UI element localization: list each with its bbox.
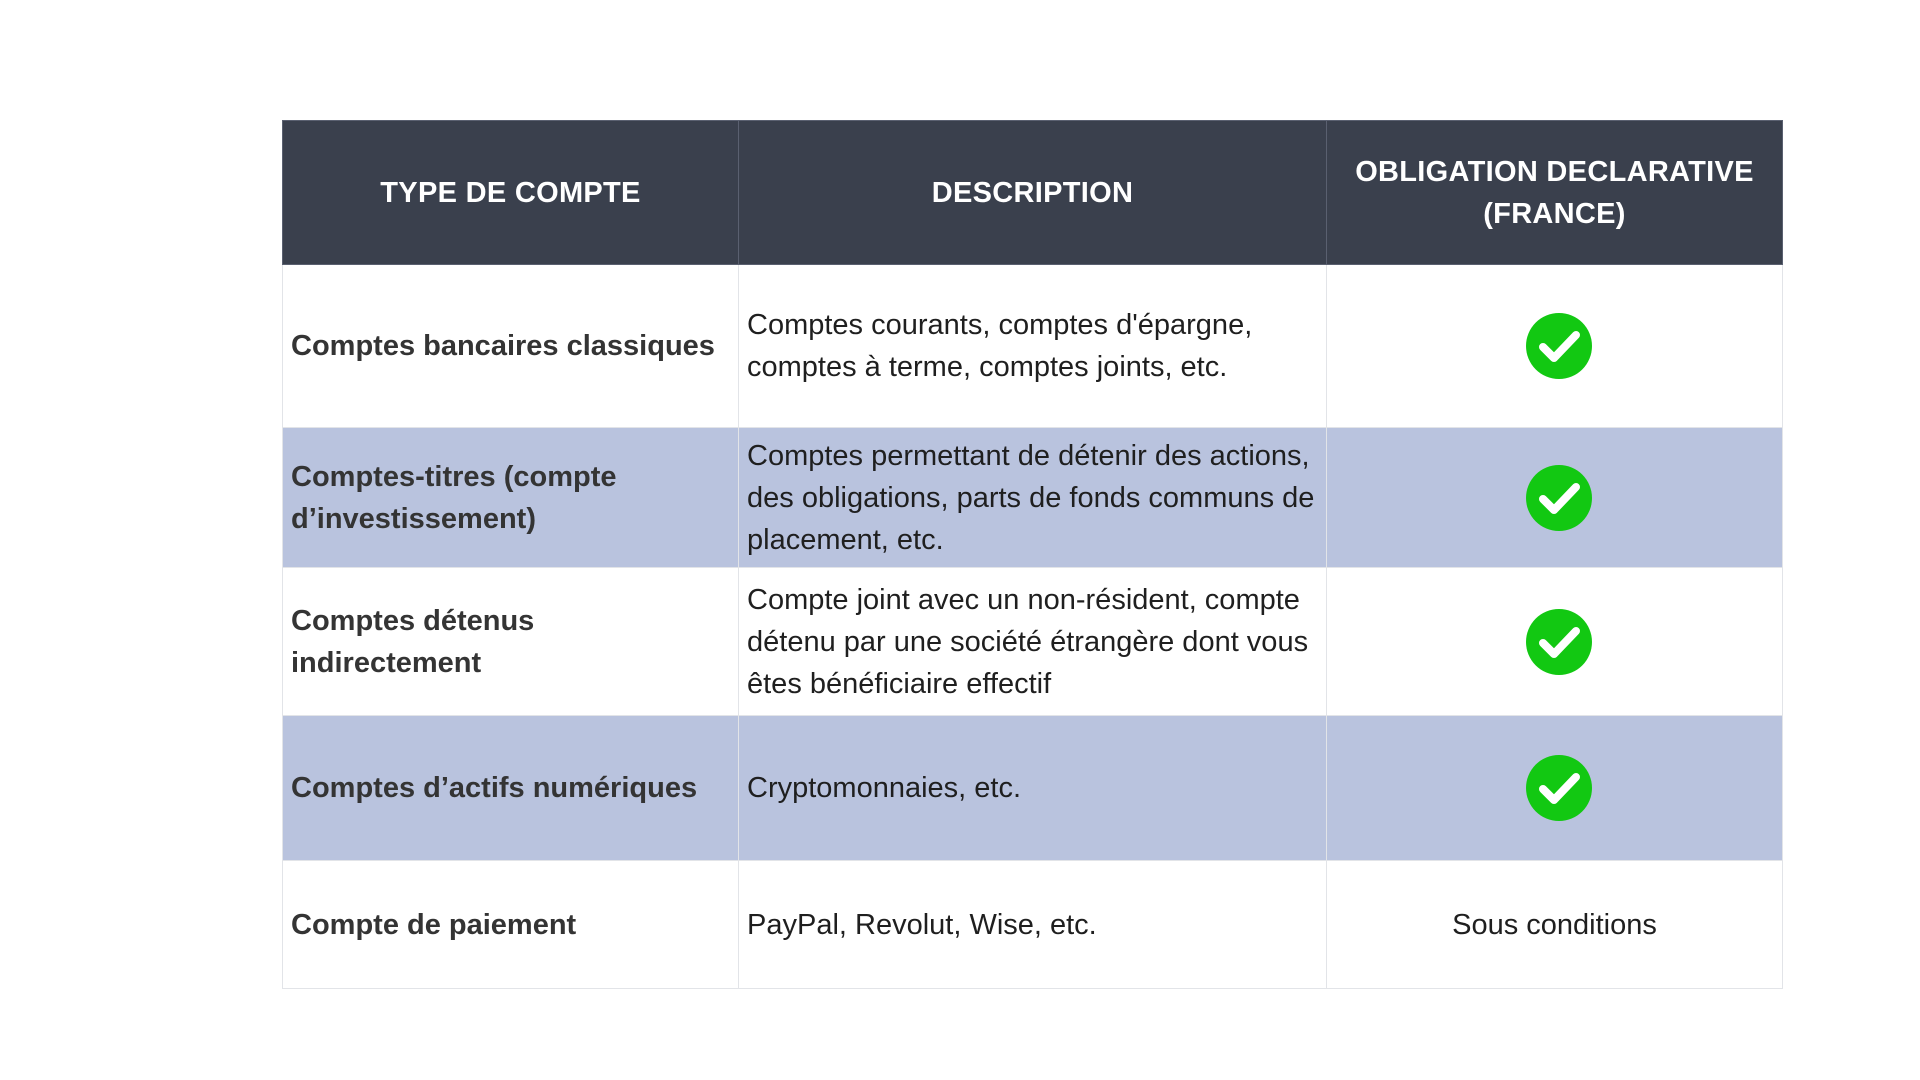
cell-description: Comptes permettant de détenir des actions, des obligations, parts de fonds communs de placement, etc. (739, 428, 1327, 568)
cell-obligation (1327, 716, 1783, 861)
header-obligation-line1: OBLIGATION DECLARATIVE (1355, 155, 1754, 188)
table-row (283, 716, 1783, 861)
check-circle-icon (1526, 465, 1592, 531)
account-types-table (282, 120, 1783, 989)
check-circle-icon (1526, 755, 1592, 821)
cell-type: Comptes d’actifs numériques (283, 716, 739, 861)
check-circle-icon (1526, 609, 1592, 675)
obligation-conditional-text: Sous conditions (1452, 908, 1657, 941)
cell-description: Comptes courants, comptes d'épargne, comptes à terme, comptes joints, etc. (739, 265, 1327, 428)
cell-obligation (1327, 265, 1783, 428)
account-types-table-container (282, 120, 1782, 989)
cell-type: Comptes-titres (compte d’investissement) (283, 428, 739, 568)
cell-obligation (1327, 568, 1783, 716)
cell-obligation (1327, 861, 1783, 989)
table-header-row (283, 121, 1783, 265)
table-row (283, 265, 1783, 428)
header-description: DESCRIPTION (739, 121, 1327, 265)
check-circle-icon (1526, 313, 1592, 379)
table-row (283, 428, 1783, 568)
cell-description: PayPal, Revolut, Wise, etc. (739, 861, 1327, 989)
header-obligation-line2: (FRANCE) (1483, 197, 1626, 230)
table-row (283, 861, 1783, 989)
cell-description: Compte joint avec un non-résident, compte détenu par une société étrangère dont vous êtes bénéficiaire effectif (739, 568, 1327, 716)
header-obligation (1327, 121, 1783, 265)
cell-type: Comptes détenus indirectement (283, 568, 739, 716)
cell-type: Compte de paiement (283, 861, 739, 989)
table-row (283, 568, 1783, 716)
header-type: TYPE DE COMPTE (283, 121, 739, 265)
cell-type: Comptes bancaires classiques (283, 265, 739, 428)
cell-description: Cryptomonnaies, etc. (739, 716, 1327, 861)
cell-obligation (1327, 428, 1783, 568)
